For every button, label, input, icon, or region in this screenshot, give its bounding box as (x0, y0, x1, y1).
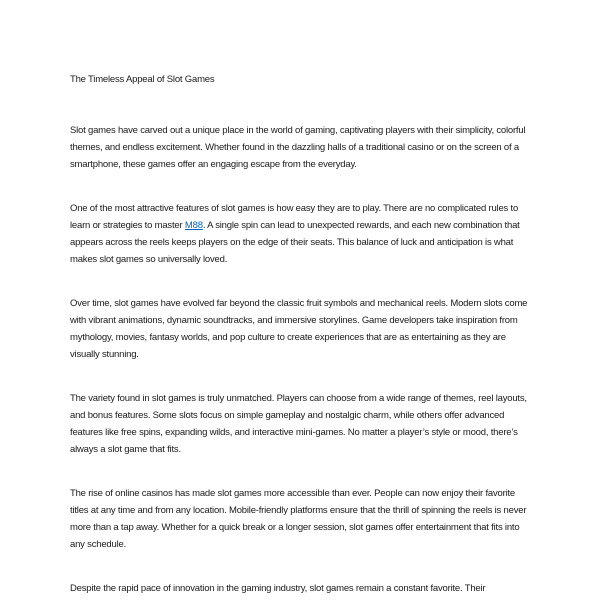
paragraph-variety: The variety found in slot games is truly unmatched. Players can choose from a wide range of themes, reel layouts, and bonus features. Some slots focus on simple gameplay and nostalgic charm, while others offer advanced features like free spins, expanding wilds, and interactive mini-games. No matter a player’s style or mood, there’s always a slot game that fits. (70, 393, 527, 455)
paragraph-intro: Slot games have carved out a unique place in the world of gaming, captivating players with their simplicity, colorful themes, and endless excitement. Whether found in the dazzling halls of a traditional casino or on the screen of a smartphone, these games offer an engaging escape from the everyday. (70, 125, 526, 170)
document-title: The Timeless Appeal of Slot Games (70, 74, 215, 85)
m88-link[interactable]: M88 (184, 220, 203, 231)
paragraph-online-casinos: The rise of online casinos has made slot games more accessible than ever. People can now enjoy their favorite titles at any time and from any location. Mobile-friendly platforms ensure that the thrill of spinning the reels is never more than a tap away. Whether for a quick break or a longer session, slot games offer entertainment that fits into any schedule. (70, 488, 527, 550)
paragraph-evolution: Over time, slot games have evolved far beyond the classic fruit symbols and mechanical reels. Modern slots come with vibrant animations, dynamic soundtracks, and immersive storylines. Game developers take inspiration from mythology, movies, fantasy worlds, and pop culture to create experiences that are as entertaining as they are visually stunning. (70, 298, 528, 360)
paragraph-text-before-link: One of the most attractive features of slot games is how easy they are to play. There are no complicated rules to learn or strategies to master (70, 203, 519, 231)
paragraph-text-after-link: . A single spin can lead to unexpected rewards, and each new combination that appears across the reels keeps players on the edge of their seats. This balance of luck and anticipation is what makes slot games so universally loved. (70, 220, 520, 265)
paragraph-constant-favorite: Despite the rapid pace of innovation in the gaming industry, slot games remain a constant favorite. Their (70, 583, 486, 594)
paragraph-easy-to-play (70, 200, 533, 268)
